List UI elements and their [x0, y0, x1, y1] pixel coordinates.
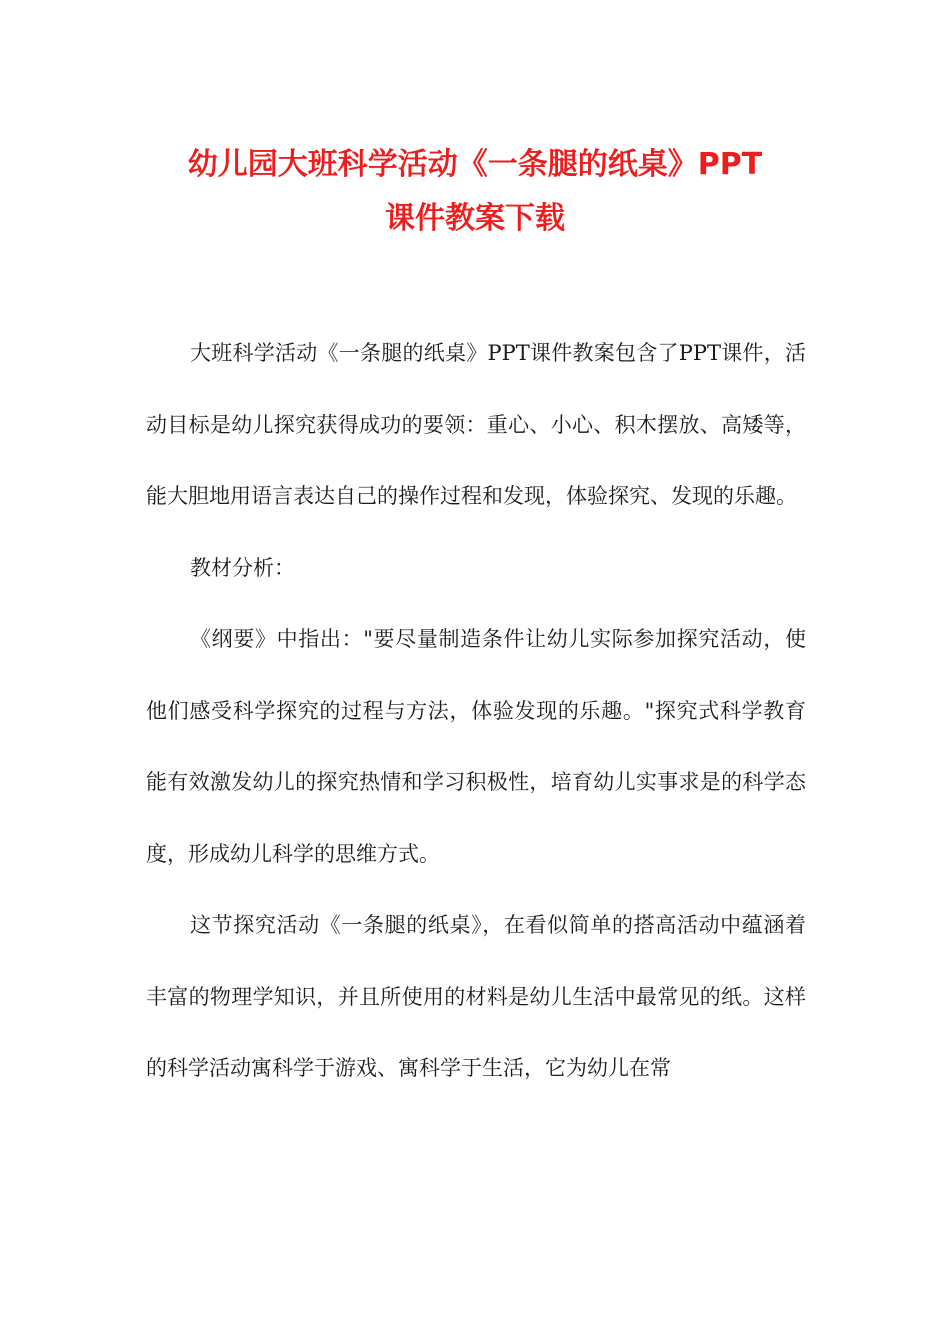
document-title [120, 138, 830, 246]
title-line-1: 幼儿园大班科学活动《一条腿的纸桌》PPT [187, 147, 763, 182]
document-body [146, 318, 806, 1105]
title-line-2: 课件教案下载 [385, 201, 565, 236]
paragraph-intro: 大班科学活动《一条腿的纸桌》PPT课件教案包含了PPT课件，活动目标是幼儿探究获得成功的要领：重心、小心、积木摆放、高矮等，能大胆地用语言表达自己的操作过程和发现，体验探究、发现的乐趣。 [146, 341, 806, 508]
paragraph-activity-description: 这节探究活动《一条腿的纸桌》，在看似简单的搭高活动中蕴涵着丰富的物理学知识，并且所使用的材料是幼儿生活中最常见的纸。这样的科学活动寓科学于游戏、寓科学于生活，它为幼儿在常 [146, 913, 806, 1080]
paragraph-outline-quote: 《纲要》中指出："要尽量制造条件让幼儿实际参加探究活动，使他们感受科学探究的过程与方法，体验发现的乐趣。"探究式科学教育能有效激发幼儿的探究热情和学习积极性，培育幼儿实事求是的科学态度，形成幼儿科学的思维方式。 [146, 627, 806, 866]
paragraph-section-heading: 教材分析： [190, 555, 295, 580]
